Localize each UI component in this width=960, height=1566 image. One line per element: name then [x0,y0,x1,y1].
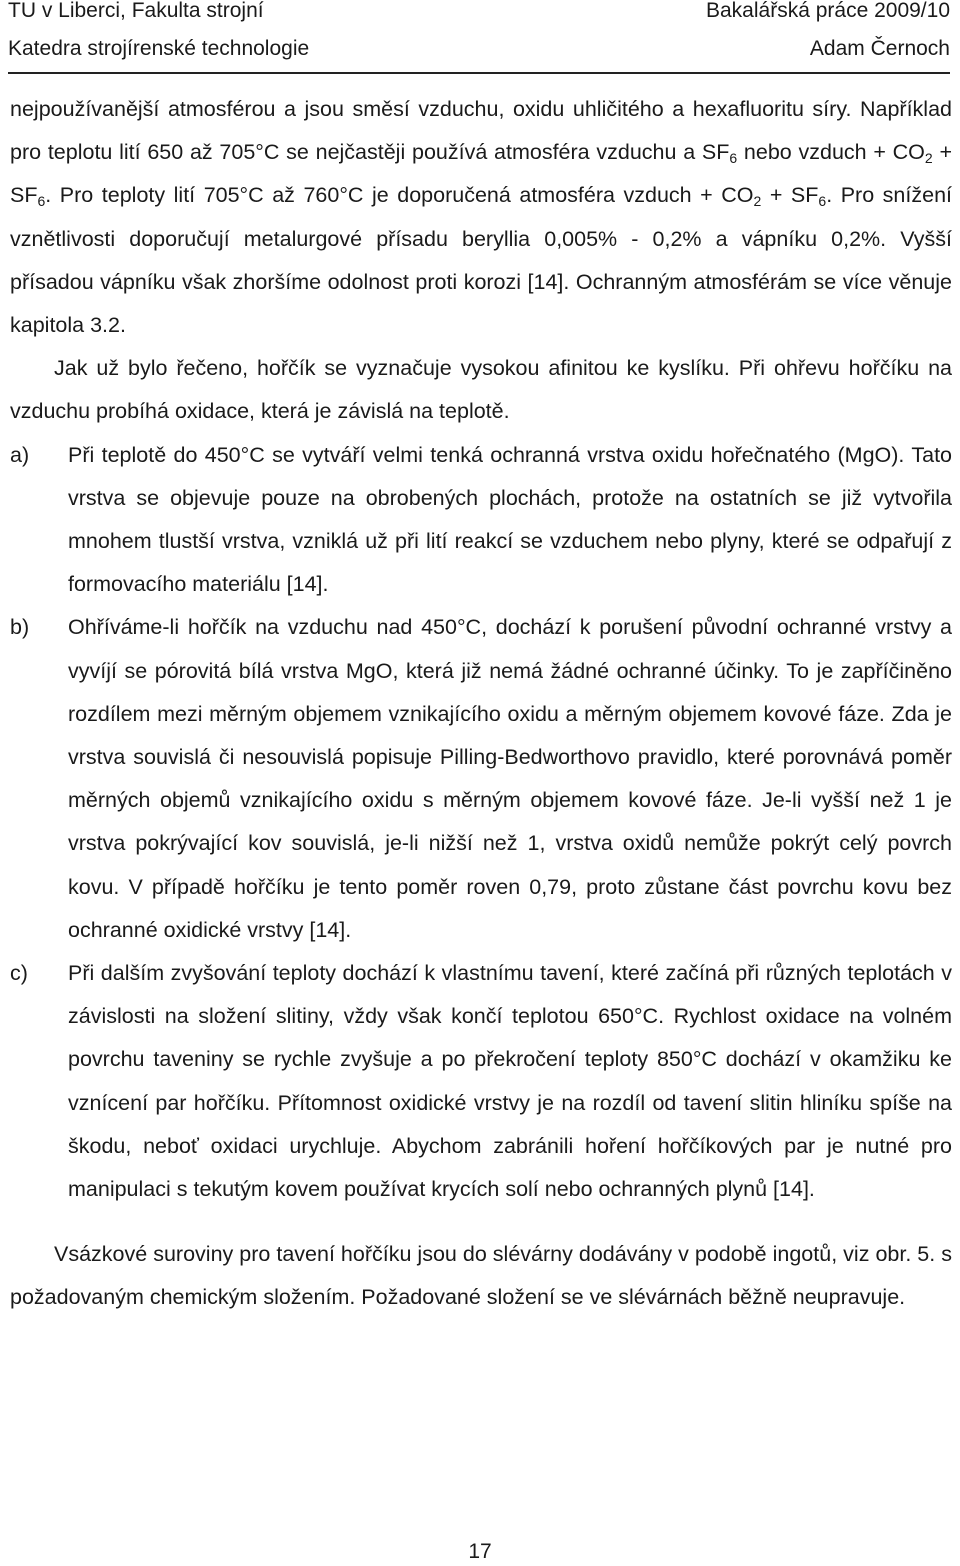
text-run: + SF [761,183,819,208]
list-text: Při teplotě do 450°C se vytváří velmi tenká ochranná vrstva oxidu hořečnatého (MgO). Tato vrstva se objevuje pouze na obrobených plochách, protože na ostatních se již vytvořila mnohem tlustší vrstva, vzniklá už při lití reakcí se vzduchem nebo plyny, které se odpařují z formovacího materiálu [14]. [68,442,952,597]
list-text: Ohříváme-li hořčík na vzduchu nad 450°C, dochází k porušení původní ochranné vrstvy a vyvíjí se pórovitá bílá vrstva MgO, která již nemá žádné ochranné účinky. To je zapříčiněno rozdílem mezi měrným objemem vznikajícího oxidu a měrným objemem kovové fáze. Zda je vrstva souvislá či nesouvislá popisuje Pilling-Bedworthovo pravidlo, které porovnává poměr měrných objemů vznikajícího oxidu s měrným objemem kovové fáze. Je-li vyšší než 1 je vrstva pokrývající kov souvislá, je-li nižší než 1, vrstva oxidů nemůže pokrýt celý povrch kovu. V případě hořčíku je tento poměr roven 0,79, proto zůstane část povrchu kovu bez ochranné oxidické vrstvy [14]. [68,615,952,942]
page-body [10,88,952,1320]
department: Katedra strojírenské technologie [8,37,310,60]
list-marker: b) [10,615,30,640]
subscript: 2 [753,193,762,210]
subscript: 6 [729,150,738,167]
header-row-bottom [8,38,950,59]
list-item [10,434,952,607]
list-marker: c) [10,961,28,986]
header-row-top [8,0,950,21]
list-item [10,606,952,952]
text-run: nejpoužívanější atmosférou a jsou směsí vzduchu, oxidu uhličitého a hexafluoritu síry. Například pro teplotu lití 650 až 705°C se nejčastěji používá atmosféra vzduchu a SF [10,97,952,165]
university-faculty: TU v Liberci, Fakulta strojní [8,0,264,22]
page-number: 17 [468,1540,492,1563]
list-marker: a) [10,442,30,467]
paragraph-atmospheres [10,88,952,347]
subscript: 2 [924,150,933,167]
oxidation-list [10,434,952,1212]
subscript: 6 [37,193,46,210]
list-text: Při dalším zvyšování teploty dochází k vlastnímu tavení, které začíná při různých teplotách v závislosti na složení slitiny, vždy však končí teplotou 650°C. Rychlost oxidace na volném povrchu taveniny se rychle zvyšuje a po překročení teploty 850°C dochází v okamžiku ke vznícení par hořčíku. Přítomnost oxidické vrstvy je na rozdíl od tavení slitin hliníku spíše na škodu, neboť oxidaci urychluje. Abychom zabránili hoření hořčíkových par je nutné pro manipulaci s tekutým kovem používat krycích solí nebo ochranných plynů [14]. [68,961,952,1202]
page-header [8,0,950,74]
text-run: . Pro teploty lití 705°C až 760°C je doporučená atmosféra vzduch + CO [45,183,754,208]
paragraph-oxidation-intro: Jak už bylo řečeno, hořčík se vyznačuje vysokou afinitou ke kyslíku. Při ohřevu hořčíku na vzduchu probíhá oxidace, která je závislá na teplotě. [10,356,952,424]
subscript: 6 [818,193,827,210]
text-run: + SF [10,140,953,208]
list-item [10,952,952,1211]
text-run: . Pro snížení vznětlivosti doporučují metalurgové přísadu beryllia 0,005% - 0,2% a vápníku 0,2%. Vyšší přísadou vápníku však zhoršíme odolnost proti korozi [14]. Ochranným atmosférám se více věnuje kapitola 3.2. [10,183,953,338]
text-run: nebo vzduch + CO [737,140,925,165]
thesis-type-year: Bakalářská práce 2009/10 [706,0,950,22]
paragraph-charge-materials: Vsázkové suroviny pro tavení hořčíku jsou do slévárny dodávány v podobě ingotů, viz obr. 5. s požadovaným chemickým složením. Požadované složení se ve slévárnách běžně neupravuje. [10,1242,952,1310]
author-name: Adam Černoch [809,37,950,60]
